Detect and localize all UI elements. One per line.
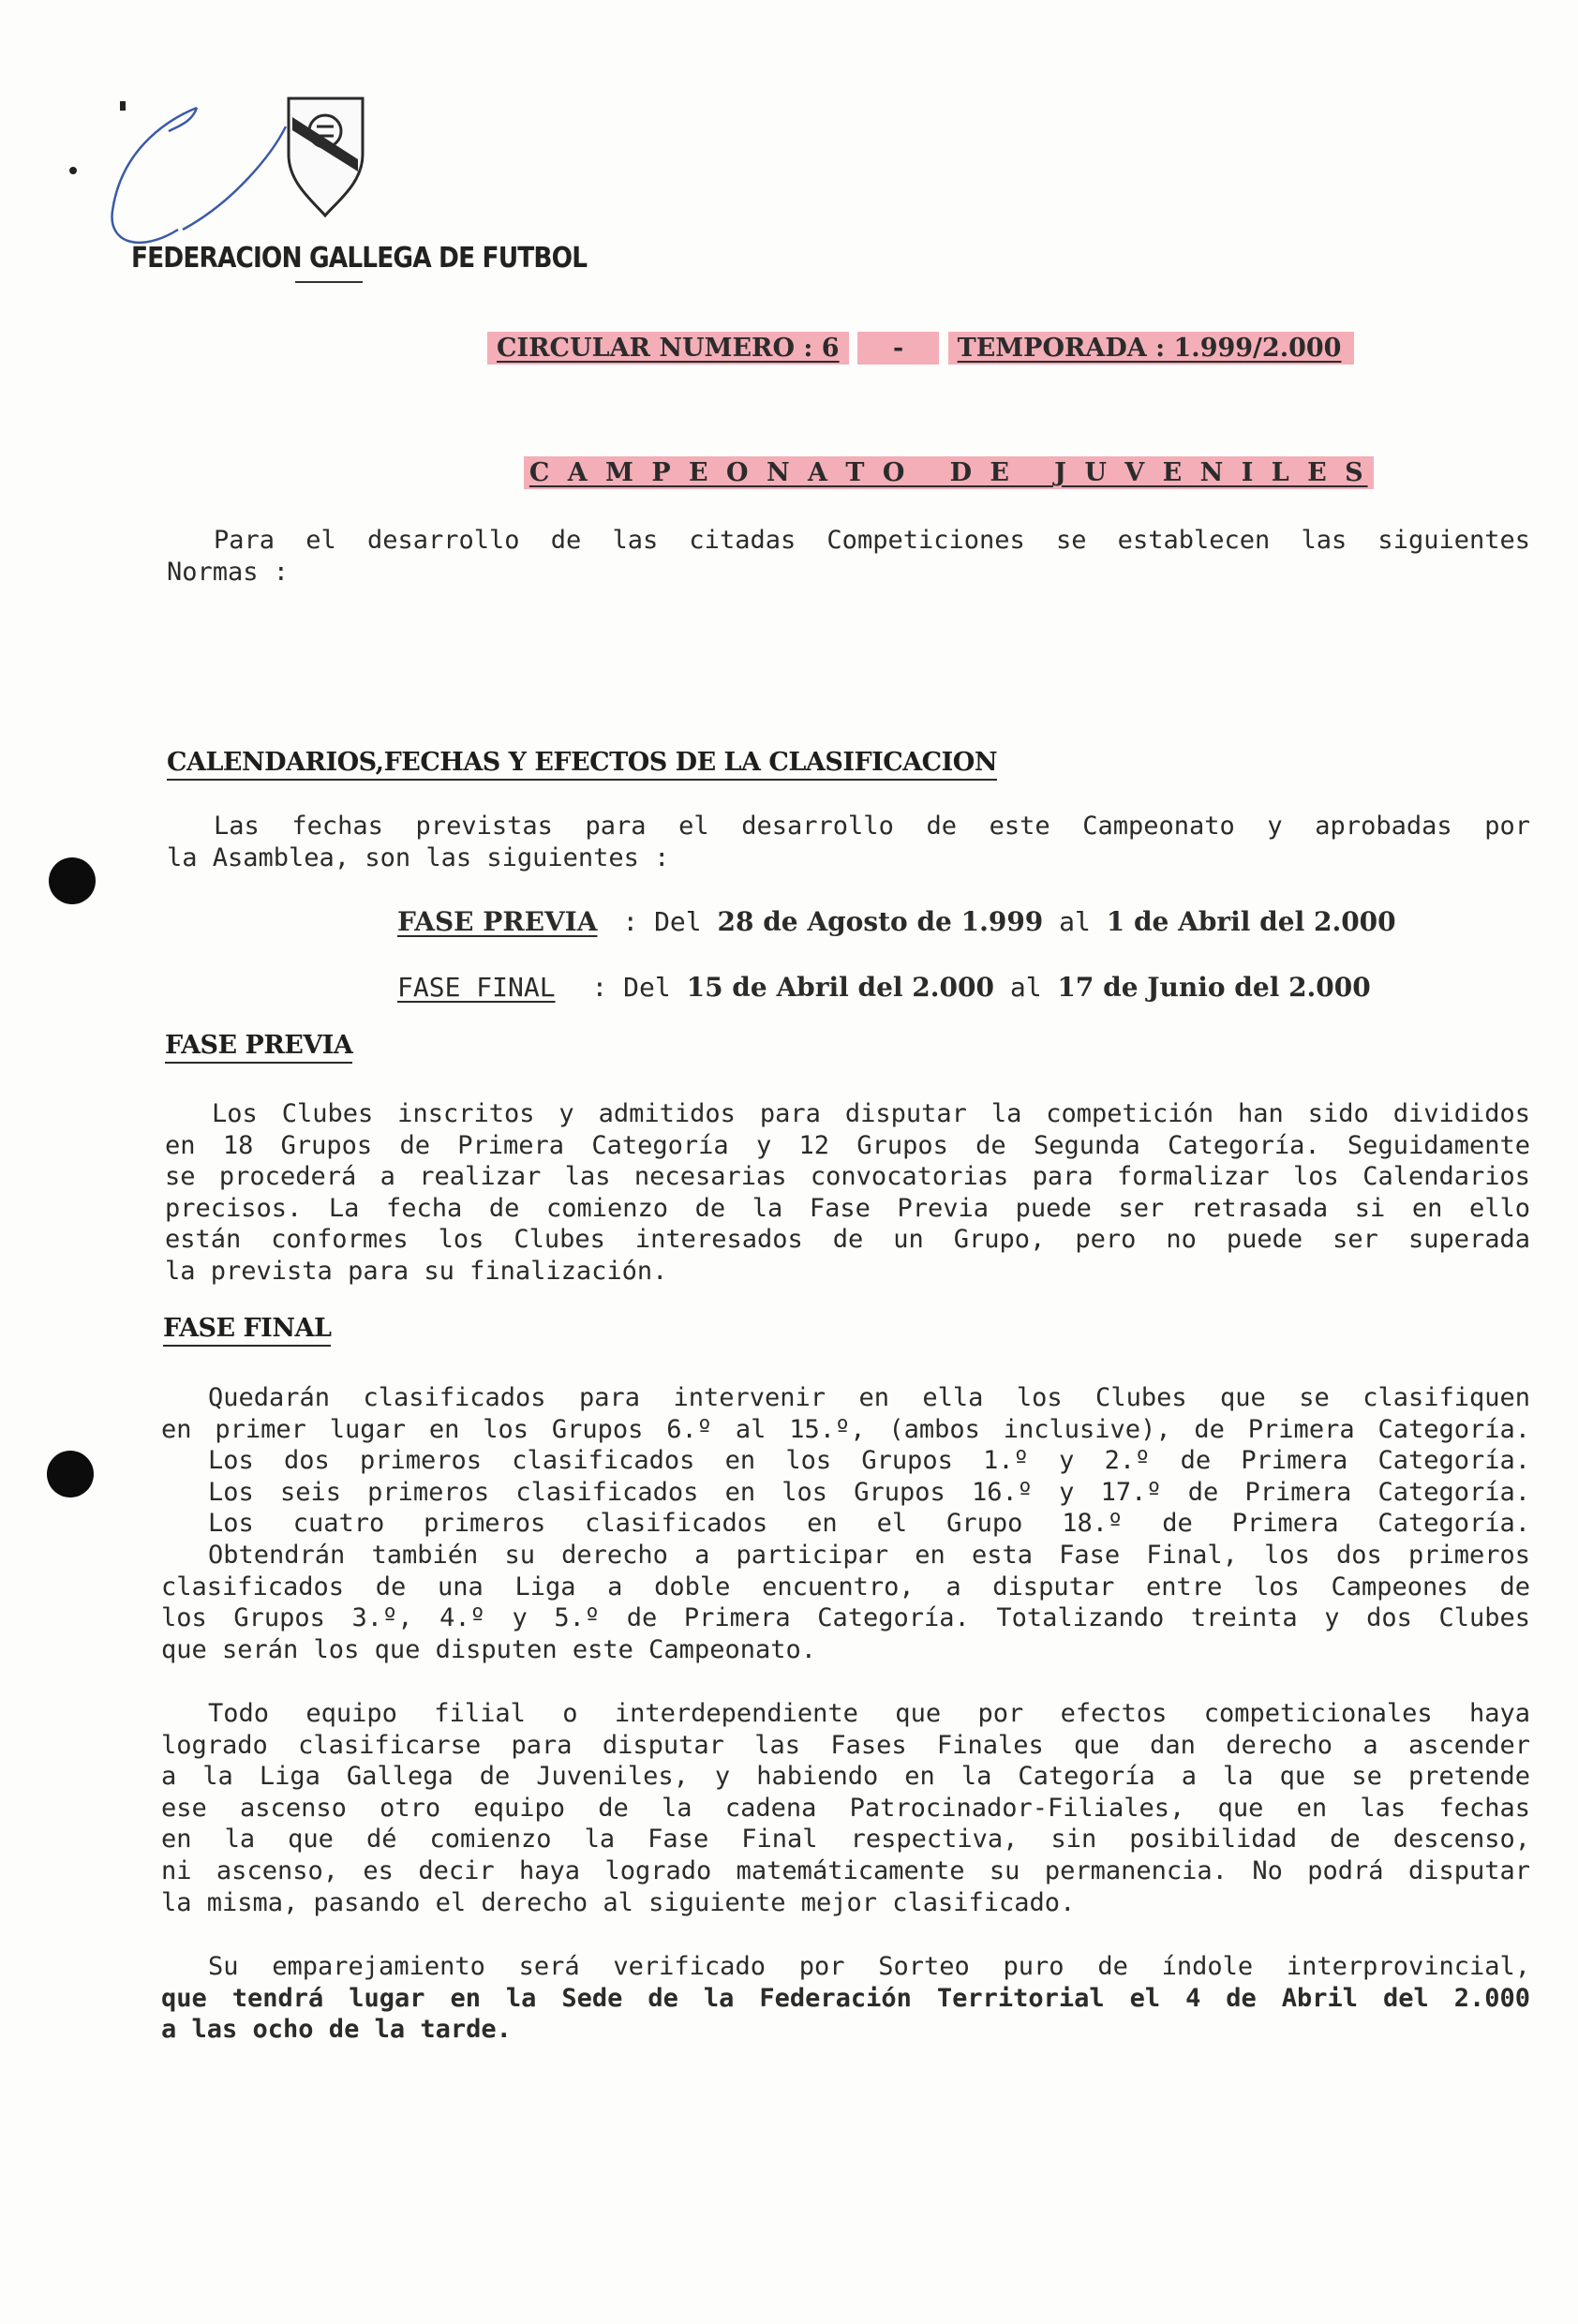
shield-crest-icon xyxy=(281,89,370,220)
fase-previa-start: 28 de Agosto de 1.999 xyxy=(717,906,1044,937)
fase-previa-label: FASE PREVIA xyxy=(397,906,598,937)
fase-previa-end: 1 de Abril del 2.000 xyxy=(1106,906,1396,937)
fase-final-line: ese ascenso otro equipo de la cadena Patrocinador-Filiales, que en las fechas xyxy=(161,1793,1530,1823)
fase-final-sep: : Del xyxy=(591,972,671,1003)
fase-previa-paragraph xyxy=(165,1098,1530,1288)
fase-final-line: Su emparejamiento será verificado por Sorteo puro de índole interprovincial, xyxy=(208,1952,1530,1981)
fase-final-line: logrado clasificarse para disputar las Fases Finales que dan derecho a ascender xyxy=(161,1730,1530,1760)
federation-name: FEDERACION GALLEGA DE FUTBOL xyxy=(131,242,588,275)
circular-number: CIRCULAR NUMERO : 6 xyxy=(487,332,849,365)
ink-speck xyxy=(120,101,126,111)
fase-final-line: en primer lugar en los Grupos 6.º al 15.º, (ambos inclusive), de Primera Categoría. xyxy=(161,1414,1530,1444)
calendarios-paragraph xyxy=(167,811,1530,873)
section-heading-calendarios: CALENDARIOS,FECHAS Y EFECTOS DE LA CLASIFICACION xyxy=(167,748,997,781)
punch-hole xyxy=(47,1451,94,1497)
fase-final-line: Quedarán clasificados para intervenir en ella los Clubes que se clasifiquen xyxy=(208,1383,1530,1412)
fase-previa-line: están conformes los Clubes interesados de un Grupo, pero no puede ser superada xyxy=(165,1225,1530,1255)
fase-previa-line: se procederá a realizar las necesarias convocatorias para formalizar los Calendarios xyxy=(165,1162,1530,1192)
page-title xyxy=(497,429,1374,487)
fase-final-line: a las ocho de la tarde. xyxy=(161,2015,512,2045)
fase-previa-sep: : Del xyxy=(622,906,702,937)
fase-previa-line: precisos. La fecha de comienzo de la Fase Previa puede ser retrasada si en ello xyxy=(165,1193,1530,1223)
fase-previa-line: Los Clubes inscritos y admitidos para disputar la competición han sido divididos xyxy=(212,1099,1530,1128)
fase-final-line: clasificados de una Liga a doble encuentro, a disputar entre los Campeones de xyxy=(161,1572,1530,1601)
fase-final-dates xyxy=(397,972,1371,1003)
fase-final-paragraph-2 xyxy=(161,1698,1530,1918)
fase-final-paragraph-3 xyxy=(161,1951,1530,2046)
fase-previa-line: la prevista para su finalización. xyxy=(165,1256,668,1286)
calendarios-line: la Asamblea, son las siguientes : xyxy=(167,842,670,872)
fase-final-line: en la que dé comienzo la Fase Final respectiva, sin posibilidad de descenso, xyxy=(161,1825,1530,1855)
season-label: TEMPORADA : 1.999/2.000 xyxy=(948,332,1355,365)
punch-hole xyxy=(49,857,96,904)
section-heading-fase-final: FASE FINAL xyxy=(163,1314,331,1347)
fase-final-line: que tendrá lugar en la Sede de la Federación Territorial el 4 de Abril del 2.000 xyxy=(161,1983,1530,2013)
fase-final-line: Todo equipo filial o interdependiente que por efectos competicionales haya xyxy=(208,1699,1530,1728)
federation-underline xyxy=(295,281,363,283)
ink-speck xyxy=(69,167,77,174)
fase-final-line: ni ascenso, es decir haya logrado matemáticamente su permanencia. No podrá disputar xyxy=(161,1855,1530,1885)
circular-dash: - xyxy=(857,332,939,365)
fase-final-line: Los seis primeros clasificados en los Grupos 16.º y 17.º de Primera Categoría. xyxy=(208,1477,1530,1507)
calendarios-line: Las fechas previstas para el desarrollo de este Campeonato y aprobadas por xyxy=(214,812,1530,841)
fase-final-start: 15 de Abril del 2.000 xyxy=(686,972,994,1003)
fase-final-line: los Grupos 3.º, 4.º y 5.º de Primera Categoría. Totalizando treinta y dos Clubes xyxy=(161,1603,1530,1633)
fase-final-end: 17 de Junio del 2.000 xyxy=(1057,972,1371,1003)
fase-final-line: que serán los que disputen este Campeonato. xyxy=(161,1634,816,1664)
fase-final-line: Los dos primeros clasificados en los Grupos 1.º y 2.º de Primera Categoría. xyxy=(208,1446,1530,1476)
fase-final-al: al xyxy=(1009,972,1042,1003)
intro-paragraph xyxy=(167,525,1530,588)
intro-line: Para el desarrollo de las citadas Competiciones se establecen las siguientes xyxy=(214,526,1530,555)
page-title-text: C A M P E O N A T O D E J U V E N I L E S xyxy=(524,456,1374,489)
fase-final-paragraph-1 xyxy=(161,1382,1530,1665)
fase-previa-dates xyxy=(397,906,1396,937)
section-heading-fase-previa: FASE PREVIA xyxy=(165,1031,352,1064)
fase-final-line: la misma, pasando el derecho al siguiente mejor clasificado. xyxy=(161,1887,1076,1917)
intro-line: Normas : xyxy=(167,557,290,587)
fase-previa-line: en 18 Grupos de Primera Categoría y 12 Grupos de Segunda Categoría. Seguidamente xyxy=(165,1130,1530,1160)
fase-previa-al: al xyxy=(1059,906,1091,937)
circular-header xyxy=(487,334,1354,363)
fase-final-line: Obtendrán también su derecho a participar en esta Fase Final, los dos primeros xyxy=(208,1540,1530,1570)
fase-final-label: FASE FINAL xyxy=(397,972,556,1003)
fase-final-line: Los cuatro primeros clasificados en el Grupo 18.º de Primera Categoría. xyxy=(208,1509,1530,1539)
fase-final-line: a la Liga Gallega de Juveniles, y habiendo en la Categoría a la que se pretende xyxy=(161,1762,1530,1792)
